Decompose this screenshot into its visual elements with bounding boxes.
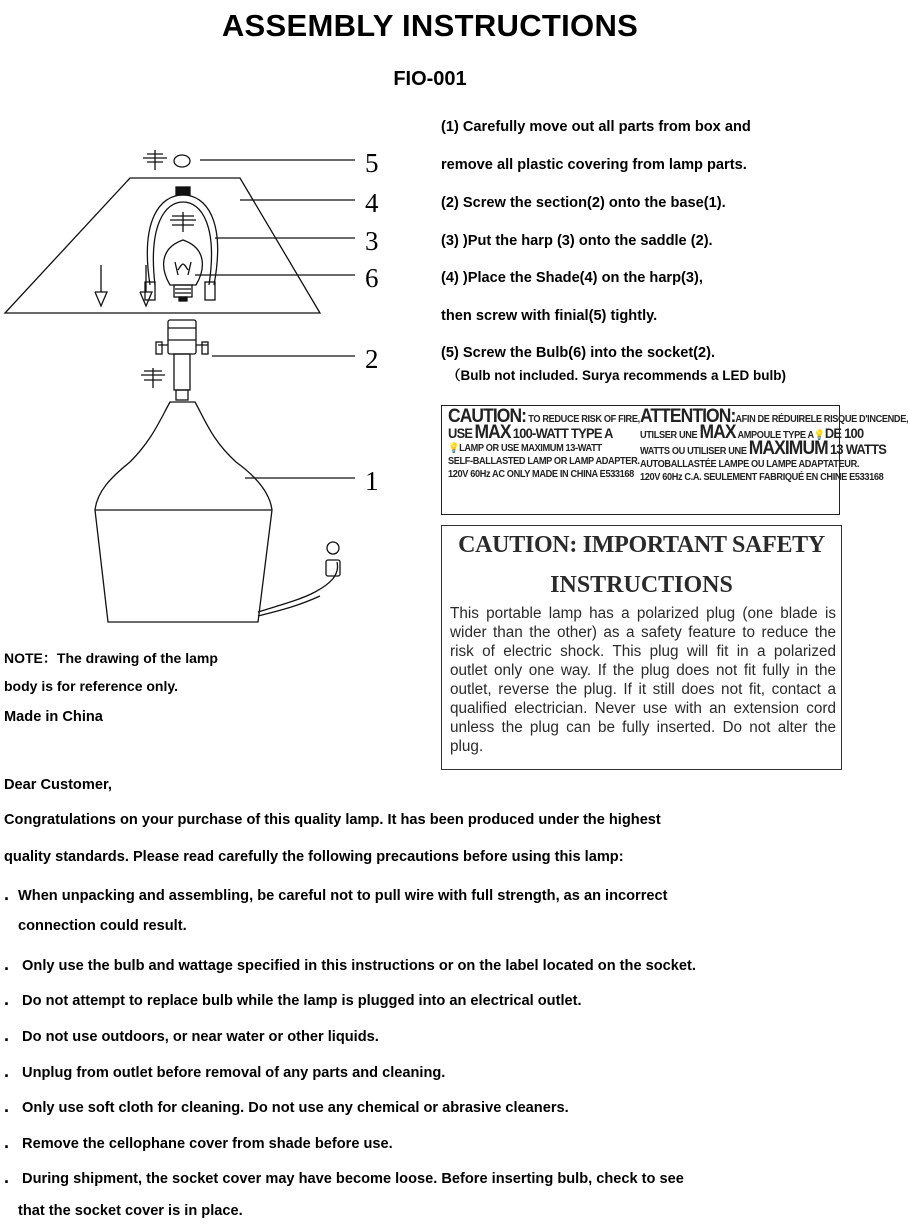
plug-icon (327, 542, 339, 554)
step-line: (3) )Put the harp (3) onto the saddle (2). (441, 233, 713, 249)
bulb-part (164, 240, 203, 301)
caution-label-french: ATTENTION:AFIN DE RÉDUIRELE RISQUE D'INCENDE, UTILSER UNE MAX AMPOULE TYPE A💡DE 100 WATTS OU UTILISER UNE MAXIMUM 13 WATTS AUTOBALLASTÉE LAMPE OU LAMPE ADAPTATEUR. 120V 60Hz C.A. SEULEMENT FABRIQUÉ EN CHINE E533168 (640, 406, 908, 483)
bulb-icon: 💡 (813, 430, 825, 441)
precaution-item: . Only use the bulb and wattage specified in this instructions or on the label located on the socket. (4, 954, 696, 974)
page-title: ASSEMBLY INSTRUCTIONS (221, 8, 639, 43)
precaution-item-continued: that the socket cover is in place. (18, 1203, 243, 1219)
made-in-label: Made in China (4, 709, 103, 725)
safety-heading: CAUTION: IMPORTANT SAFETY (458, 532, 825, 558)
socket-part (141, 320, 208, 400)
lamp-assembly-diagram (0, 140, 420, 630)
step-line: remove all plastic covering from lamp parts. (441, 157, 747, 173)
step-line: then screw with finial(5) tightly. (441, 308, 658, 324)
caution-label-english: CAUTION: TO REDUCE RISK OF FIRE, USE MAX 100-WATT TYPE A 💡LAMP OR USE MAXIMUM 13-WATT SELF-BALLASTED LAMP OR LAMP ADAPTER. 120V 60Hz AC ONLY MADE IN CHINA E533168 (448, 406, 640, 480)
precaution-item: . During shipment, the socket cover may have become loose. Before inserting bulb, check to see (4, 1167, 684, 1187)
bulb-icon: 💡 (448, 443, 460, 454)
shade-part (5, 178, 320, 313)
precaution-item: . When unpacking and assembling, be careful not to pull wire with full strength, as an incorrect (4, 884, 668, 904)
precaution-item: . Remove the cellophane cover from shade before use. (4, 1132, 393, 1152)
caution-label (441, 405, 908, 515)
step-line: (5) Screw the Bulb(6) into the socket(2). (441, 345, 716, 361)
precaution-item: . Unplug from outlet before removal of any parts and cleaning. (4, 1061, 446, 1081)
precaution-item: . Only use soft cloth for cleaning. Do not use any chemical or abrasive cleaners. (4, 1096, 569, 1116)
harp-part (145, 187, 218, 300)
greeting: Dear Customer, (4, 777, 112, 793)
intro-paragraph: quality standards. Please read carefully the following precautions before using this lamp: (4, 849, 624, 865)
precaution-item-continued: connection could result. (18, 918, 187, 934)
safety-heading: INSTRUCTIONS (550, 572, 733, 598)
intro-paragraph: Congratulations on your purchase of this quality lamp. It has been produced under the highest (4, 812, 661, 828)
callout-2: 2 (365, 344, 379, 374)
safety-body: This portable lamp has a polarized plug (one blade is wider than the other) as a safety feature to reduce the risk of electric shock. This plug will fit in a polarized outlet only one way. If the plug does not fit fully in the outlet, reverse the plug. If it still does not fit, contact a qualified electrician. Never use with an extension cord unless the plug can be fully inserted. Do not alter the plug. (450, 605, 836, 755)
precaution-item: . Do not attempt to replace bulb while the lamp is plugged into an electrical outlet. (4, 989, 582, 1009)
callout-6: 6 (365, 263, 379, 293)
bulb-note: （Bulb not included. Surya recommends a LED bulb) (447, 368, 787, 383)
base-part (95, 402, 272, 622)
drawing-note: body is for reference only. (4, 678, 179, 694)
down-arrow-icon (95, 265, 107, 306)
drawing-note: NOTE：The drawing of the lamp (4, 650, 218, 666)
step-line: (2) Screw the section(2) onto the base(1). (441, 195, 726, 211)
step-line: (1) Carefully move out all parts from box and (441, 119, 751, 135)
step-line: (4) )Place the Shade(4) on the harp(3), (441, 270, 703, 286)
callout-3: 3 (365, 226, 379, 256)
safety-instructions-box (441, 525, 842, 770)
callout-4: 4 (365, 188, 379, 218)
callout-5: 5 (365, 148, 379, 178)
model-number: FIO-001 (393, 68, 467, 90)
finial-part (143, 150, 190, 170)
precaution-item: . Do not use outdoors, or near water or other liquids. (4, 1025, 379, 1045)
callout-1: 1 (365, 466, 379, 496)
